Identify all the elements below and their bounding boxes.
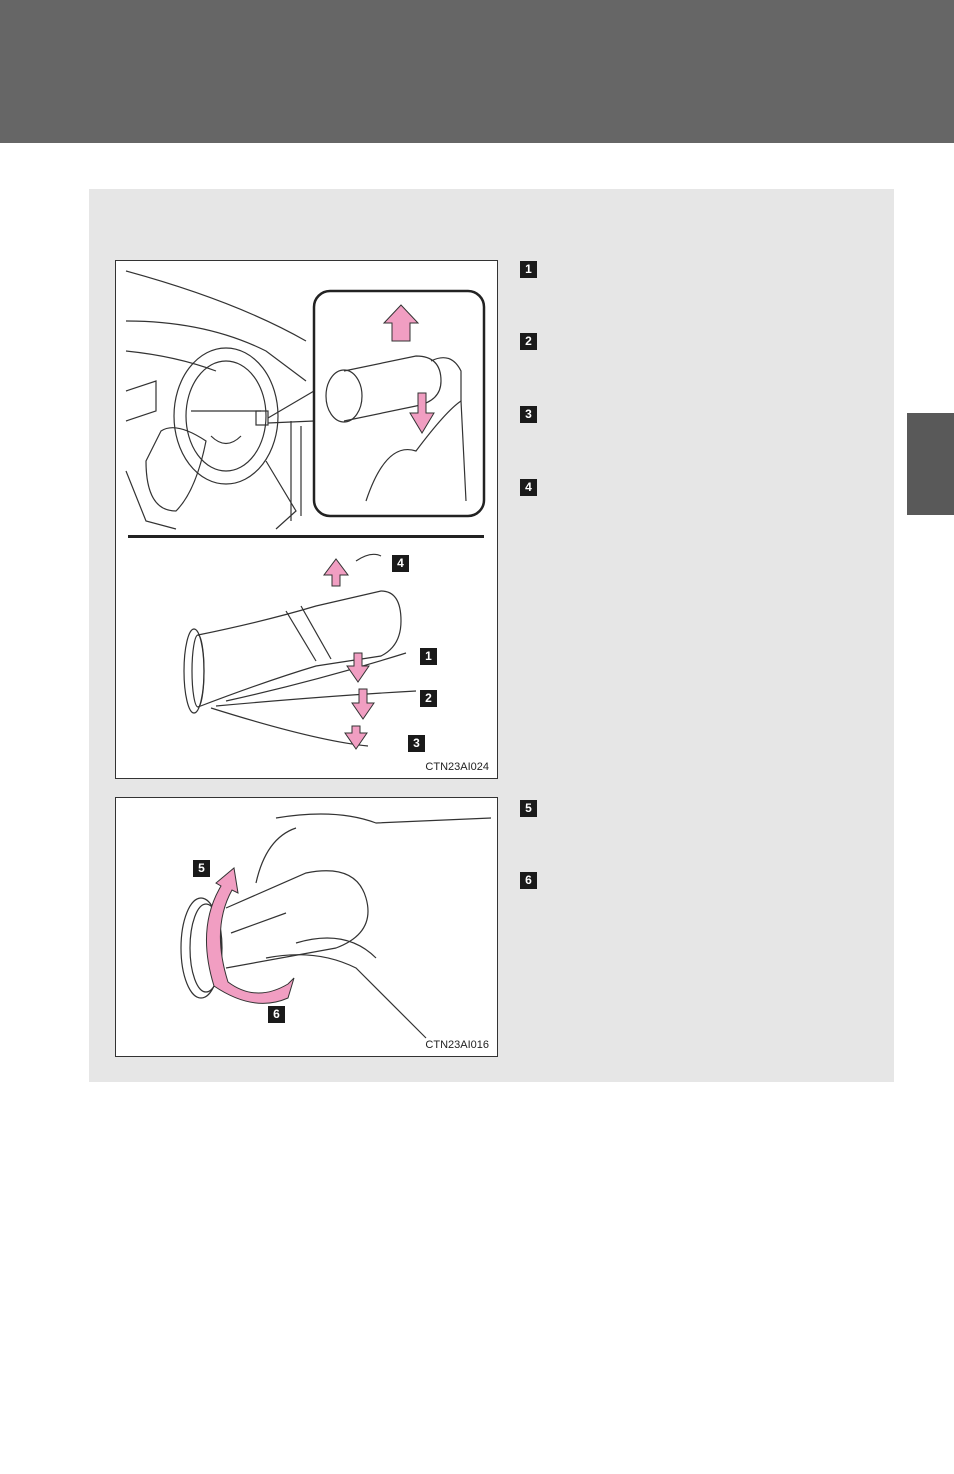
step-badge: 6 — [520, 872, 537, 889]
badge-4: 4 — [392, 555, 409, 572]
wiper-lever-illustration — [115, 260, 498, 779]
badge-6: 6 — [268, 1006, 285, 1023]
figure-caption: CTN23AI024 — [425, 761, 489, 773]
chapter-tab[interactable] — [907, 413, 954, 515]
header-band — [0, 0, 954, 143]
step-badge: 1 — [520, 261, 537, 278]
badge-3: 3 — [408, 735, 425, 752]
wiper-lever-drawing — [116, 261, 499, 780]
badge-2: 2 — [420, 690, 437, 707]
step-item — [520, 406, 880, 430]
step-badge: 5 — [520, 800, 537, 817]
step-badge: 3 — [520, 406, 537, 423]
wiper-knob-illustration — [115, 797, 498, 1057]
step-item — [520, 872, 880, 896]
step-badge: 4 — [520, 479, 537, 496]
step-item — [520, 800, 880, 824]
wiper-knob-drawing — [116, 798, 499, 1058]
step-item — [520, 261, 880, 285]
badge-1: 1 — [420, 648, 437, 665]
figure-caption: CTN23AI016 — [425, 1039, 489, 1051]
step-item — [520, 479, 880, 503]
badge-5: 5 — [193, 860, 210, 877]
step-badge: 2 — [520, 333, 537, 350]
step-item — [520, 333, 880, 357]
